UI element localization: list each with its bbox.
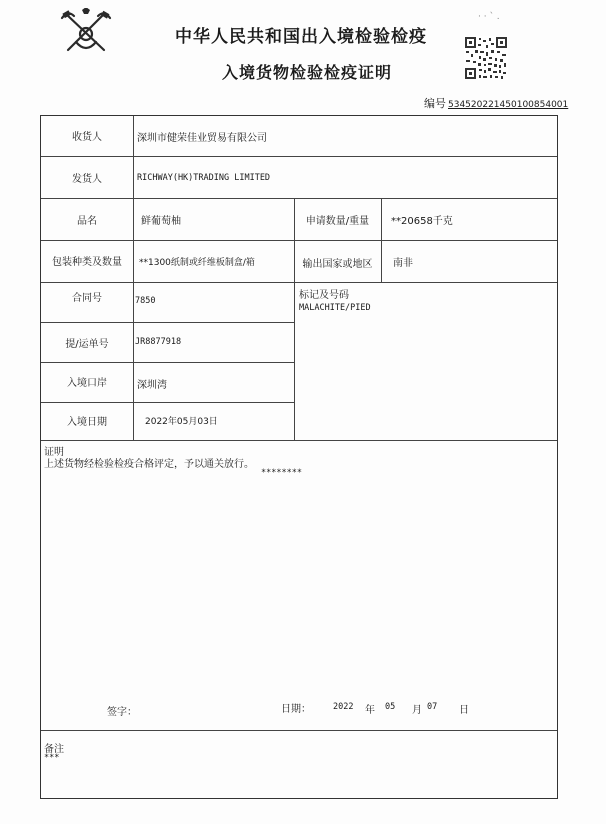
row-divider: [41, 322, 294, 323]
certificate-label: 证明: [44, 447, 64, 458]
customs-emblem: [58, 8, 114, 56]
consignor-value: RICHWAY(HK)TRADING LIMITED: [137, 173, 271, 183]
contract-value: 7850: [135, 296, 156, 306]
goods-label: 品名: [77, 216, 97, 227]
serial-label: 编号: [424, 97, 446, 110]
bl-label: 提/运单号: [65, 339, 109, 350]
signature-label: 签字：: [107, 707, 137, 718]
certificate-stars: ********: [261, 468, 302, 478]
qr-code: [464, 36, 508, 80]
issue-day: 07: [427, 702, 438, 712]
issue-year-unit: 年: [365, 705, 375, 716]
packing-value: **1300纸制或纤维板制盒/箱: [139, 258, 255, 268]
serial-number: 534520221450100854001: [448, 100, 569, 110]
entry-date-value: 2022年05月03日: [145, 417, 218, 427]
issue-month: 05: [385, 702, 396, 712]
marks-value: MALACHITE/PIED: [299, 303, 371, 313]
contract-label: 合同号: [72, 293, 102, 304]
quantity-value: **20658千克: [391, 216, 453, 227]
goods-value: 鲜葡萄柚: [141, 216, 181, 227]
port-label: 入境口岸: [67, 378, 107, 389]
col-divider: [381, 198, 382, 282]
port-value: 深圳湾: [137, 380, 167, 391]
row-divider: [41, 730, 557, 731]
row-divider: [41, 282, 557, 283]
serial-number-row: [424, 95, 568, 111]
consignor-label: 发货人: [72, 174, 102, 185]
packing-label: 包装种类及数量: [52, 257, 122, 268]
row-divider: [41, 240, 557, 241]
entry-date-label: 入境日期: [67, 417, 107, 428]
certificate-table: [40, 115, 558, 799]
issue-month-unit: 月: [412, 705, 422, 716]
document-subtitle: 入境货物检验检疫证明: [222, 63, 393, 82]
quantity-label: 申请数量/重量: [305, 216, 370, 227]
row-divider: [41, 440, 557, 441]
top-marks: · · ` .: [478, 12, 500, 22]
document-title: 中华人民共和国出入境检验检疫: [175, 27, 427, 47]
consignee-value: 深圳市健荣佳业贸易有限公司: [137, 133, 267, 144]
origin-value: 南非: [393, 258, 413, 269]
remarks-value: ***: [44, 753, 60, 763]
bl-value: JR8877918: [135, 337, 182, 347]
col-divider: [133, 116, 134, 440]
issue-date-label: 日期：: [281, 704, 311, 715]
issue-year: 2022: [333, 702, 354, 712]
row-divider: [41, 198, 557, 199]
row-divider: [41, 402, 294, 403]
row-divider: [41, 156, 557, 157]
origin-label: 输出国家或地区: [302, 259, 373, 270]
consignee-label: 收货人: [72, 132, 102, 143]
row-divider: [41, 362, 294, 363]
certificate-statement: 上述货物经检验检疫合格评定，予以通关放行。: [44, 459, 254, 470]
col-divider: [294, 198, 295, 440]
marks-label: 标记及号码: [299, 290, 349, 301]
issue-day-unit: 日: [459, 705, 469, 716]
remarks-label: 备注: [44, 744, 64, 755]
